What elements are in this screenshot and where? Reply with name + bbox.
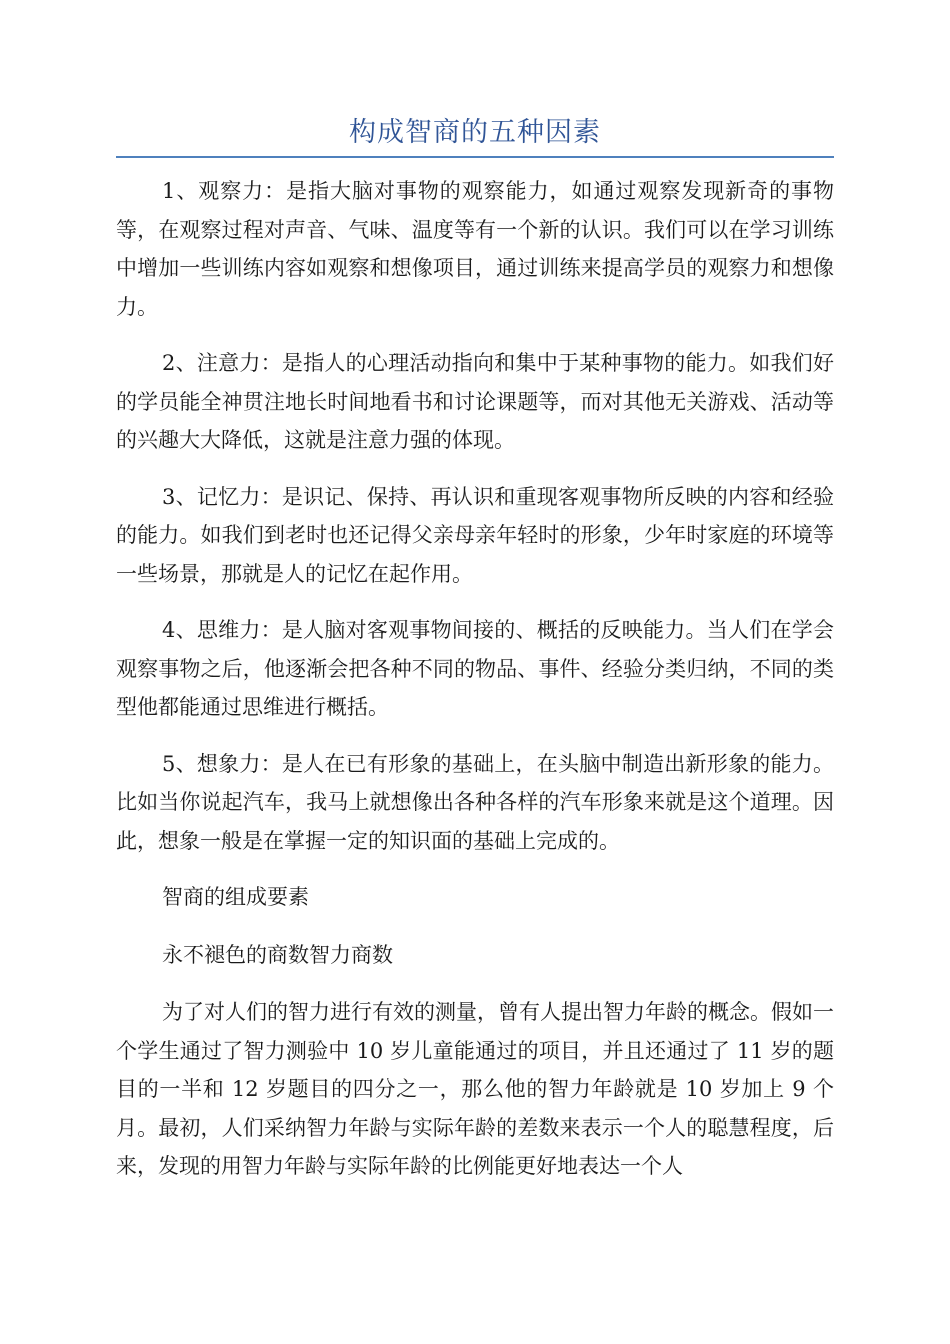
subheading-components: 智商的组成要素 — [162, 885, 309, 909]
title-block — [116, 112, 834, 158]
subheading-iq: 永不褪色的商数智力商数 — [162, 942, 393, 967]
paragraph-mental-age: 为了对人们的智力进行有效的测量，曾有人提出智力年龄的概念。假如一个学生通过了智力测验中 10 岁儿童能通过的项目，并且还通过了 11 岁的题目的一半和 12 岁题目的四分之一，那么他的智力年龄就是 10 岁加上 9 个月。最初，人们采纳智力年龄与实际年龄的差数来表示一个人的聪慧程度，后来，发现的用智力年龄与实际年龄的比例能更好地表达一个人 — [116, 1000, 834, 1178]
paragraph-thinking: 4、思维力：是人脑对客观事物间接的、概括的反映能力。当人们在学会观察事物之后，他逐渐会把各种不同的物品、事件、经验分类归纳，不同的类型他都能通过思维进行概括。 — [116, 618, 834, 719]
paragraph-imagination: 5、想象力：是人在已有形象的基础上，在头脑中制造出新形象的能力。比如当你说起汽车，我马上就想像出各种各样的汽车形象来就是这个道理。因此，想象一般是在掌握一定的知识面的基础上完成的。 — [116, 751, 834, 853]
paragraph-attention: 2、注意力：是指人的心理活动指向和集中于某种事物的能力。如我们好的学员能全神贯注地长时间地看书和讨论课题等，而对其他无关游戏、活动等的兴趣大大降低，这就是注意力强的体现。 — [116, 351, 834, 452]
document-title: 构成智商的五种因素 — [349, 117, 601, 148]
paragraph-memory: 3、记忆力：是识记、保持、再认识和重现客观事物所反映的内容和经验的能力。如我们到老时也还记得父亲母亲年轻时的形象，少年时家庭的环境等一些场景，那就是人的记忆在起作用。 — [116, 484, 834, 586]
document-body — [116, 172, 834, 1204]
paragraph-observation: 1、观察力：是指大脑对事物的观察能力，如通过观察发现新奇的事物等，在观察过程对声音、气味、温度等有一个新的认识。我们可以在学习训练中增加一些训练内容如观察和想像项目，通过训练来提高学员的观察力和想像力。 — [116, 179, 834, 319]
